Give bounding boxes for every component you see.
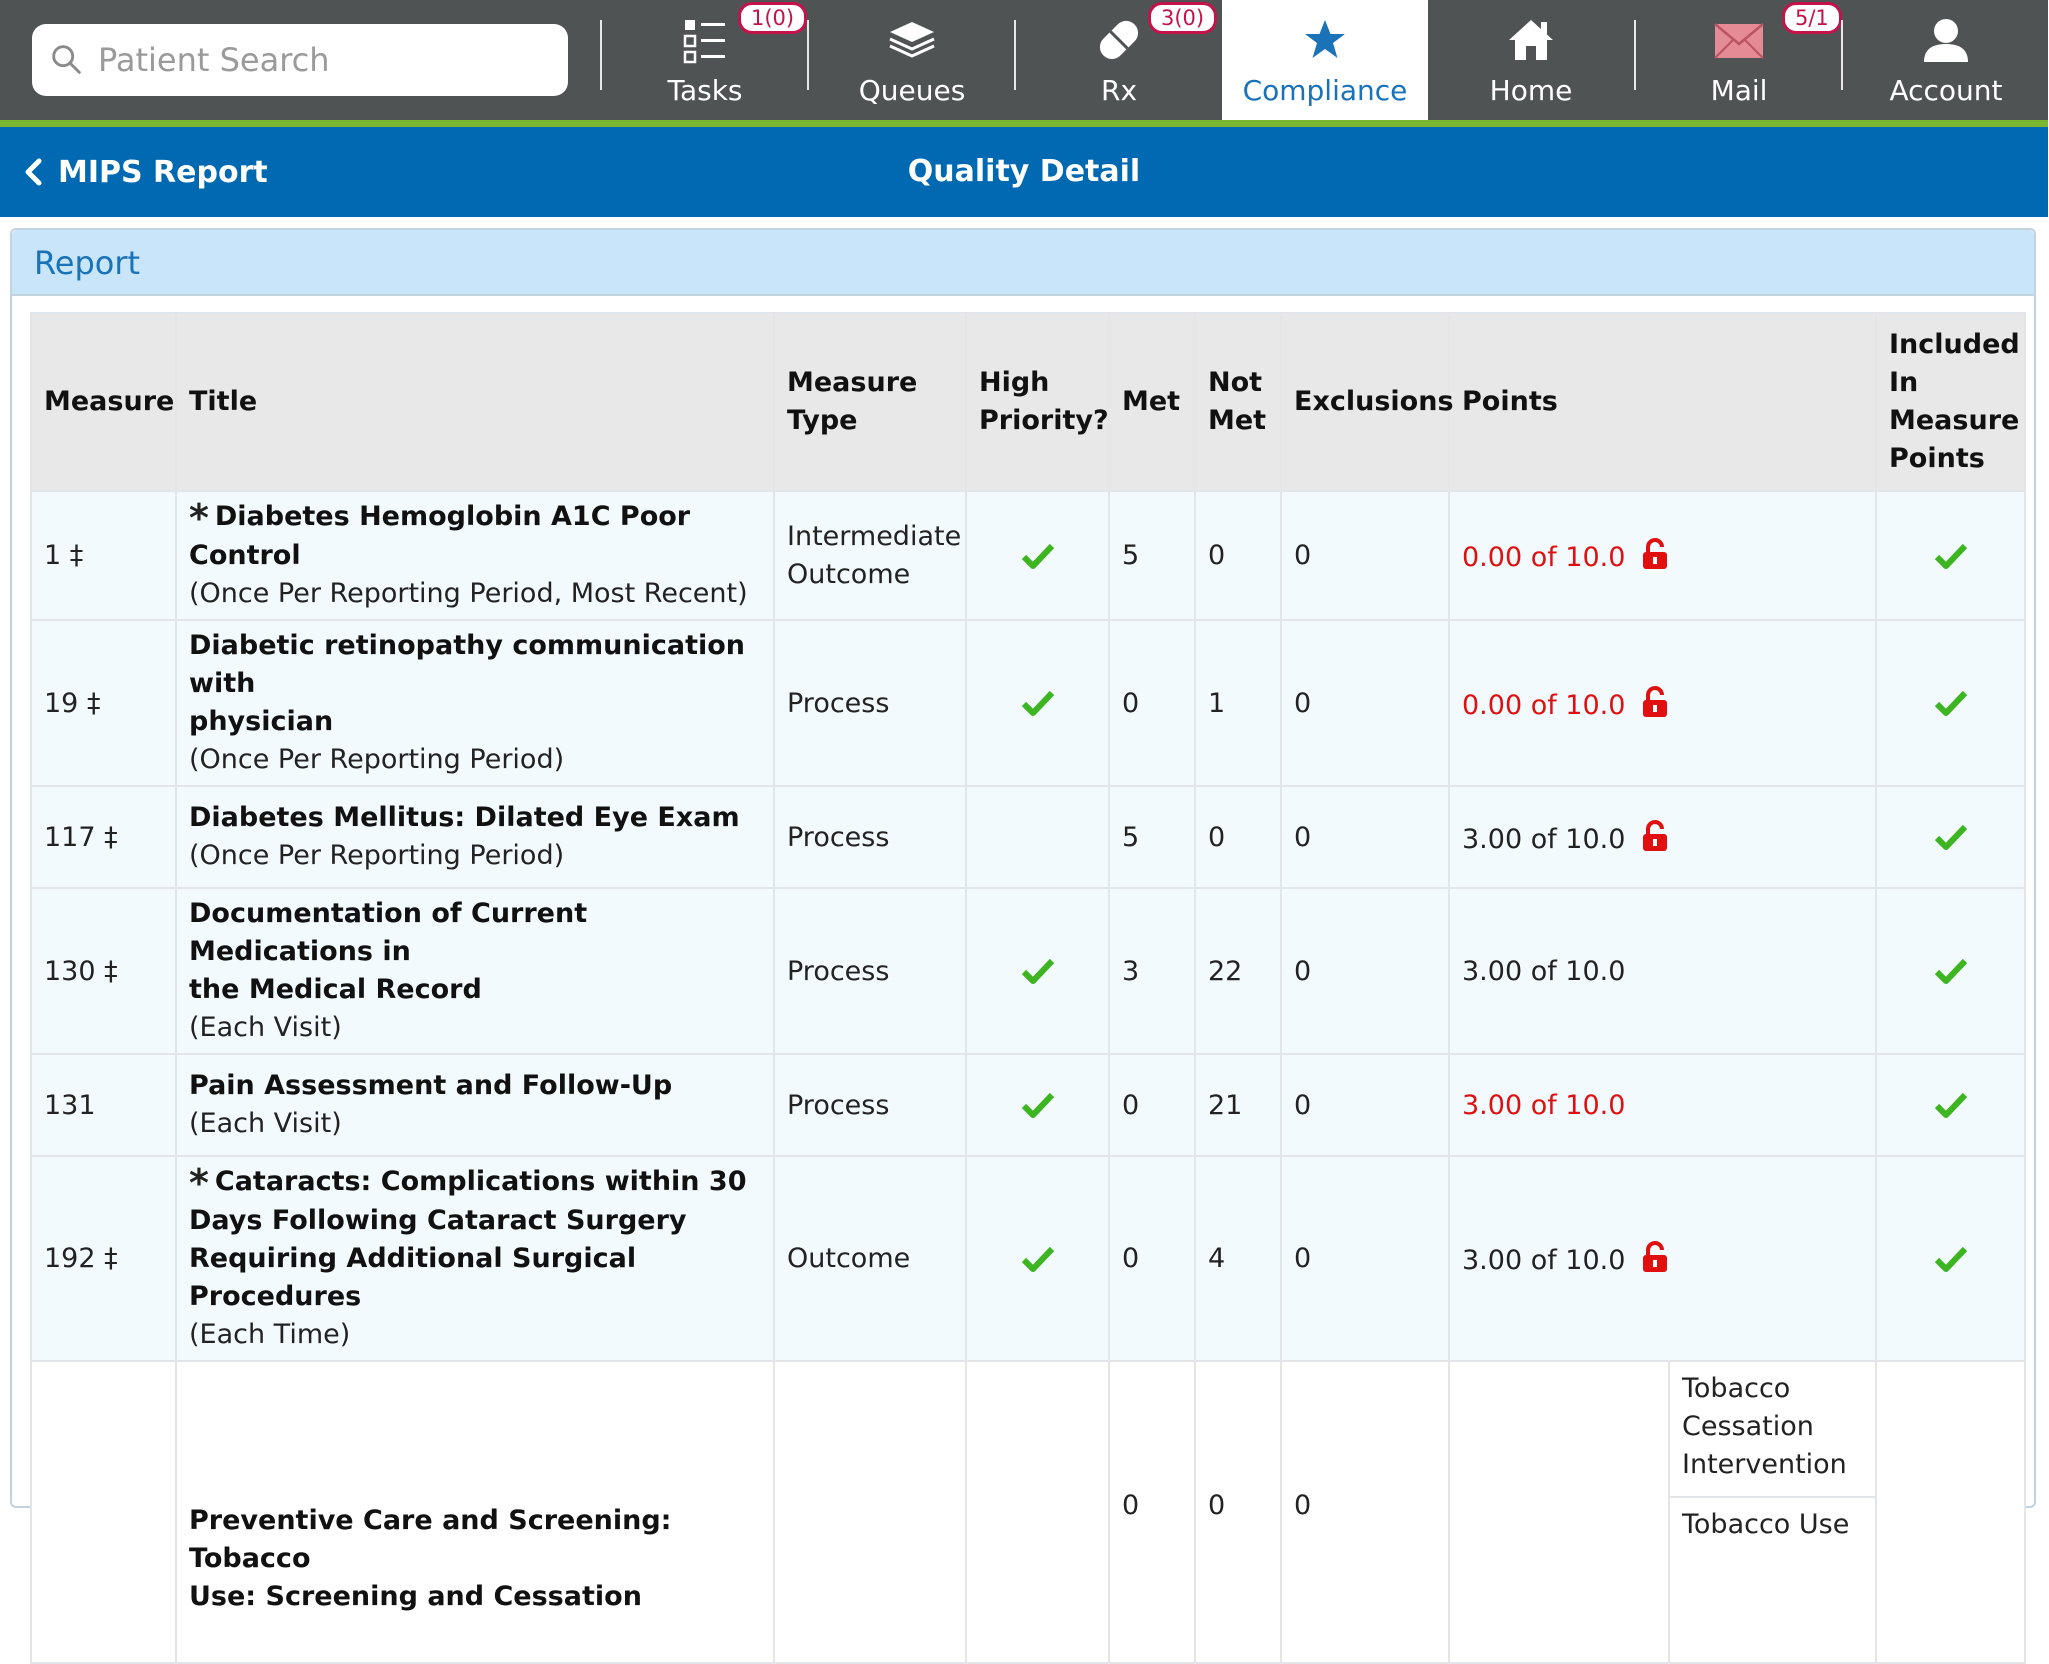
checkmark-icon	[1021, 689, 1055, 717]
exclusions-count: 0	[1281, 888, 1449, 1054]
measure-type: Process	[774, 888, 966, 1054]
not-met-count: 21	[1195, 1054, 1281, 1156]
measure-title: Use: Screening and Cessation	[189, 1581, 642, 1612]
unlocked-padlock-icon[interactable]	[1641, 820, 1669, 852]
high-priority-cell	[966, 786, 1109, 888]
measure-title: Diabetes Hemoglobin A1C Poor Control	[189, 501, 691, 571]
met-count: 0	[1109, 1054, 1195, 1156]
measure-title-cell	[176, 491, 774, 620]
not-met-count: 1	[1195, 620, 1281, 786]
measure-id: 117 ‡	[31, 786, 176, 888]
layers-icon	[886, 14, 938, 66]
unlocked-padlock-icon[interactable]	[1641, 1241, 1669, 1273]
high-priority-cell	[966, 491, 1109, 620]
table-row[interactable]	[31, 1156, 2025, 1361]
measure-title-cell	[176, 1156, 774, 1361]
sub-measure-label: Tobacco Use	[1682, 1509, 1850, 1540]
included-cell	[1876, 1054, 2025, 1156]
checkmark-icon	[1021, 1245, 1055, 1273]
measure-title: Cataracts: Complications within 30	[214, 1166, 747, 1197]
points-cell	[1449, 491, 1876, 620]
checkmark-icon	[1934, 1091, 1968, 1119]
page-title: Quality Detail	[907, 154, 1141, 189]
pill-icon	[1093, 14, 1145, 66]
measure-title: Diabetic retinopathy communication with	[189, 630, 746, 699]
points-value	[1450, 1362, 1668, 1662]
measure-type	[774, 1361, 966, 1663]
high-priority-cell	[966, 1054, 1109, 1156]
measure-title: Pain Assessment and Follow-Up	[189, 1070, 673, 1101]
measure-frequency: (Each Visit)	[189, 1012, 342, 1043]
exclusions-count: 0	[1281, 491, 1449, 620]
measure-id	[31, 1361, 176, 1663]
title-bar	[0, 127, 2048, 217]
included-cell	[1876, 1361, 2025, 1663]
met-count: 3	[1109, 888, 1195, 1054]
measure-title: Days Following Cataract Surgery	[189, 1205, 687, 1236]
checkmark-icon	[1934, 1245, 1968, 1273]
report-panel	[10, 228, 2036, 1612]
points-value: 3.00 of 10.0	[1462, 955, 1626, 987]
table-row[interactable]	[31, 786, 2025, 888]
measure-type: Process	[774, 620, 966, 786]
points-cell	[1449, 786, 1876, 888]
points-cell	[1449, 620, 1876, 786]
measure-frequency: (Once Per Reporting Period, Most Recent)	[189, 578, 748, 609]
measure-title: the Medical Record	[189, 974, 482, 1005]
tasks-count-badge: 1(0)	[738, 2, 807, 34]
search-icon	[48, 41, 86, 79]
measure-title-cell	[176, 888, 774, 1054]
points-cell	[1449, 1361, 1876, 1663]
measure-id: 192 ‡	[31, 1156, 176, 1361]
unlocked-padlock-icon[interactable]	[1641, 538, 1669, 570]
back-button-label: MIPS Report	[58, 154, 268, 190]
points-value: 3.00 of 10.0	[1462, 1089, 1626, 1121]
table-header-row	[31, 313, 2025, 491]
measure-title: Requiring Additional Surgical Procedures	[189, 1243, 637, 1312]
top-navigation-bar	[0, 0, 2048, 120]
header-exclusions: Exclusions	[1281, 313, 1449, 491]
table-row[interactable]	[31, 491, 2025, 620]
tasks-list-icon	[679, 14, 731, 66]
checkmark-icon	[1934, 823, 1968, 851]
measure-id: 131	[31, 1054, 176, 1156]
points-value: 0.00 of 10.0	[1462, 689, 1626, 721]
measure-title: physician	[189, 706, 334, 737]
header-measure: Measure	[31, 313, 176, 491]
star-icon	[1299, 14, 1351, 66]
header-met: Met	[1109, 313, 1195, 491]
points-value: 0.00 of 10.0	[1462, 542, 1626, 573]
tab-account[interactable]	[1843, 0, 2049, 120]
met-count: 5	[1109, 786, 1195, 888]
tab-tasks[interactable]	[602, 0, 808, 120]
not-met-count: 22	[1195, 888, 1281, 1054]
included-cell	[1876, 1156, 2025, 1361]
tab-home[interactable]	[1428, 0, 1634, 120]
required-star-marker: *	[189, 1161, 209, 1205]
measure-frequency: (Once Per Reporting Period)	[189, 840, 565, 871]
exclusions-count: 0	[1281, 786, 1449, 888]
checkmark-icon	[1934, 542, 1968, 570]
included-cell	[1876, 620, 2025, 786]
points-value: 3.00 of 10.0	[1462, 1245, 1626, 1276]
header-points: Points	[1449, 313, 1876, 491]
checkmark-icon	[1021, 957, 1055, 985]
tab-queues-label: Queues	[858, 74, 966, 107]
patient-search-input[interactable]	[98, 41, 538, 79]
tab-compliance[interactable]	[1222, 0, 1428, 120]
tab-account-label: Account	[1889, 74, 2003, 107]
not-met-count: 0	[1195, 786, 1281, 888]
met-count: 0	[1109, 1156, 1195, 1361]
high-priority-cell	[966, 620, 1109, 786]
not-met-count: 0	[1195, 491, 1281, 620]
exclusions-count: 0	[1281, 1054, 1449, 1156]
met-count: 0	[1109, 620, 1195, 786]
tab-mail[interactable]	[1636, 0, 1842, 120]
measure-type: Outcome	[774, 1156, 966, 1361]
tab-rx[interactable]	[1016, 0, 1222, 120]
measure-title: Preventive Care and Screening: Tobacco	[189, 1505, 672, 1574]
sub-measure-label: Tobacco Cessation Intervention	[1670, 1362, 1875, 1498]
included-cell	[1876, 491, 2025, 620]
measure-title-cell	[176, 1054, 774, 1156]
required-star-marker: *	[189, 496, 209, 540]
measure-frequency: (Each Visit)	[189, 1108, 342, 1139]
measure-title: Documentation of Current Medications in	[189, 898, 588, 967]
tab-mail-label: Mail	[1710, 74, 1768, 107]
included-cell	[1876, 786, 2025, 888]
high-priority-cell	[966, 888, 1109, 1054]
report-panel-title: Report	[12, 230, 2034, 296]
measure-title-cell	[176, 1361, 774, 1663]
high-priority-cell	[966, 1156, 1109, 1361]
points-cell	[1449, 1156, 1876, 1361]
tab-compliance-label: Compliance	[1242, 74, 1408, 107]
mail-count-badge: 5/1	[1782, 2, 1842, 34]
back-to-mips-report-button[interactable]	[22, 127, 268, 217]
header-title: Title	[176, 313, 774, 491]
table-row[interactable]	[31, 1054, 2025, 1156]
high-priority-cell	[966, 1361, 1109, 1663]
measure-frequency: (Each Time)	[189, 1319, 351, 1350]
measure-type: Intermediate Outcome	[774, 491, 966, 620]
measure-id: 1 ‡	[31, 491, 176, 620]
quality-measures-table	[30, 312, 2026, 1664]
tab-rx-label: Rx	[1100, 74, 1138, 107]
measure-type: Process	[774, 1054, 966, 1156]
measure-frequency: (Once Per Reporting Period)	[189, 744, 565, 775]
exclusions-count: 0	[1281, 1156, 1449, 1361]
met-count: 5	[1109, 491, 1195, 620]
measure-id: 130 ‡	[31, 888, 176, 1054]
header-not-met: Not Met	[1195, 313, 1281, 491]
checkmark-icon	[1934, 957, 1968, 985]
measure-title-cell	[176, 620, 774, 786]
header-high-priority: High Priority?	[966, 313, 1109, 491]
patient-search-box[interactable]	[32, 24, 568, 96]
points-cell	[1449, 1054, 1876, 1156]
table-row[interactable]	[31, 888, 2025, 1054]
sub-measure-labels	[1668, 1362, 1875, 1662]
chevron-left-icon	[22, 158, 44, 186]
included-cell	[1876, 888, 2025, 1054]
exclusions-count: 0	[1281, 620, 1449, 786]
met-count: 0	[1109, 1361, 1195, 1663]
measure-title-cell	[176, 786, 774, 888]
measure-title: Diabetes Mellitus: Dilated Eye Exam	[189, 802, 740, 833]
points-value: 3.00 of 10.0	[1462, 823, 1626, 855]
checkmark-icon	[1021, 542, 1055, 570]
home-icon	[1505, 14, 1557, 66]
not-met-count: 0	[1195, 1361, 1281, 1663]
exclusions-count: 0	[1281, 1361, 1449, 1663]
tab-home-label: Home	[1489, 74, 1573, 107]
not-met-count: 4	[1195, 1156, 1281, 1361]
table-row[interactable]	[31, 620, 2025, 786]
accent-stripe	[0, 120, 2048, 127]
tab-queues[interactable]	[809, 0, 1015, 120]
checkmark-icon	[1021, 1091, 1055, 1119]
points-cell	[1449, 888, 1876, 1054]
envelope-icon	[1713, 14, 1765, 66]
checkmark-icon	[1934, 689, 1968, 717]
user-icon	[1920, 14, 1972, 66]
measure-id: 19 ‡	[31, 620, 176, 786]
tab-tasks-label: Tasks	[667, 74, 743, 107]
rx-count-badge: 3(0)	[1148, 2, 1217, 34]
unlocked-padlock-icon[interactable]	[1641, 686, 1669, 718]
header-included-in-measure-points: Included In Measure Points	[1876, 313, 2025, 491]
measure-type: Process	[774, 786, 966, 888]
header-measure-type: Measure Type	[774, 313, 966, 491]
table-row[interactable]	[31, 1361, 2025, 1663]
